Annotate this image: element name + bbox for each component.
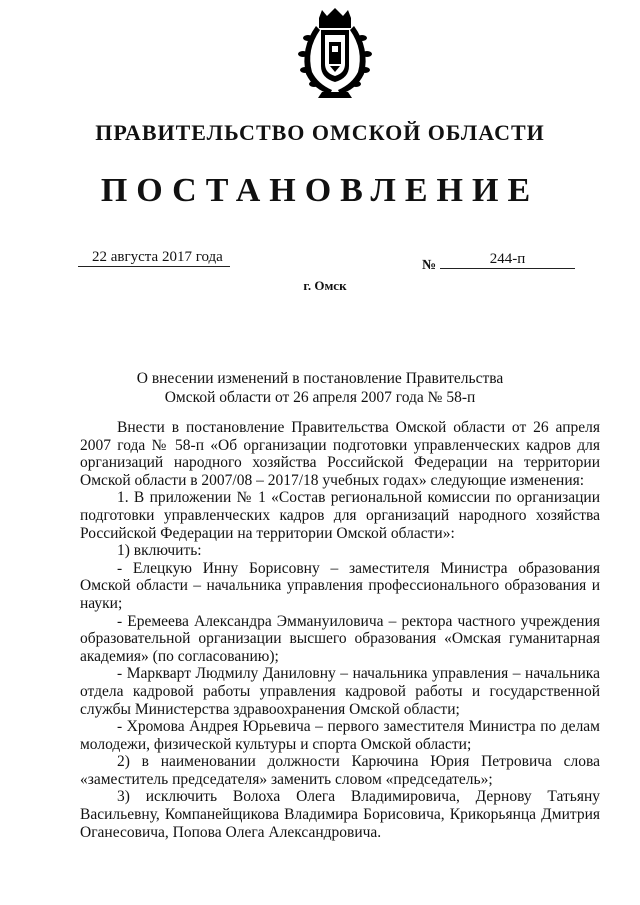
body-paragraph: - Маркварт Людмилу Даниловну – начальника управления – начальника отдела кадровой работы управления кадровой работы и государственной службы Министерства здравоохранения Омской области;: [80, 665, 600, 718]
city: г. Омск: [303, 278, 347, 293]
body-paragraph: 1. В приложении № 1 «Состав региональной комиссии по организации подготовки управленческих кадров для организаций народного хозяйства Российской Федерации на территории Омской области»:: [80, 489, 600, 542]
body-paragraph: - Еремеева Александра Эммануиловича – ректора частного учреждения образовательной организации высшего образования «Омская гуманитарная академия» (по согласованию);: [80, 612, 600, 665]
title-line-1: О внесении изменений в постановление Правительства: [136, 370, 504, 387]
body-paragraph: - Елецкую Инну Борисовну – заместителя Министра образования Омской области – начальника управления профессионального образования и науки;: [80, 559, 600, 612]
document-title: [0, 369, 640, 407]
body-paragraph: 2) в наименовании должности Карючина Юрия Петровича слова «заместитель председателя» заменить словом «председатель»;: [80, 753, 600, 788]
document-type-heading: ПОСТАНОВЛЕНИЕ: [100, 172, 540, 209]
document-body: [80, 419, 600, 841]
body-paragraph: 3) исключить Волоха Олега Владимировича, Дернову Татьяну Васильевну, Компанейщикова Владимира Борисовича, Крикорьянца Дмитрия Оганесовича, Попова Олега Александровича.: [80, 788, 600, 841]
document-number: 244-п: [440, 250, 575, 269]
coat-of-arms-emblem: [294, 8, 376, 100]
body-paragraph: 1) включить:: [117, 542, 202, 560]
number-label: №: [422, 258, 437, 273]
title-line-2: Омской области от 26 апреля 2007 года № 58-п: [164, 389, 476, 406]
organization-heading: ПРАВИТЕЛЬСТВО ОМСКОЙ ОБЛАСТИ: [95, 120, 545, 145]
body-paragraph: Внести в постановление Правительства Омской области от 26 апреля 2007 года № 58-п «Об организации подготовки управленческих кадров для организаций народного хозяйства Российской Федерации на территории Омской области в 2007/08 – 2017/18 учебных годах» следующие изменения:: [80, 419, 600, 489]
document-date: 22 августа 2017 года: [78, 248, 230, 267]
body-paragraph: - Хромова Андрея Юрьевича – первого заместителя Министра по делам молодежи, физической культуры и спорта Омской области;: [80, 718, 600, 753]
